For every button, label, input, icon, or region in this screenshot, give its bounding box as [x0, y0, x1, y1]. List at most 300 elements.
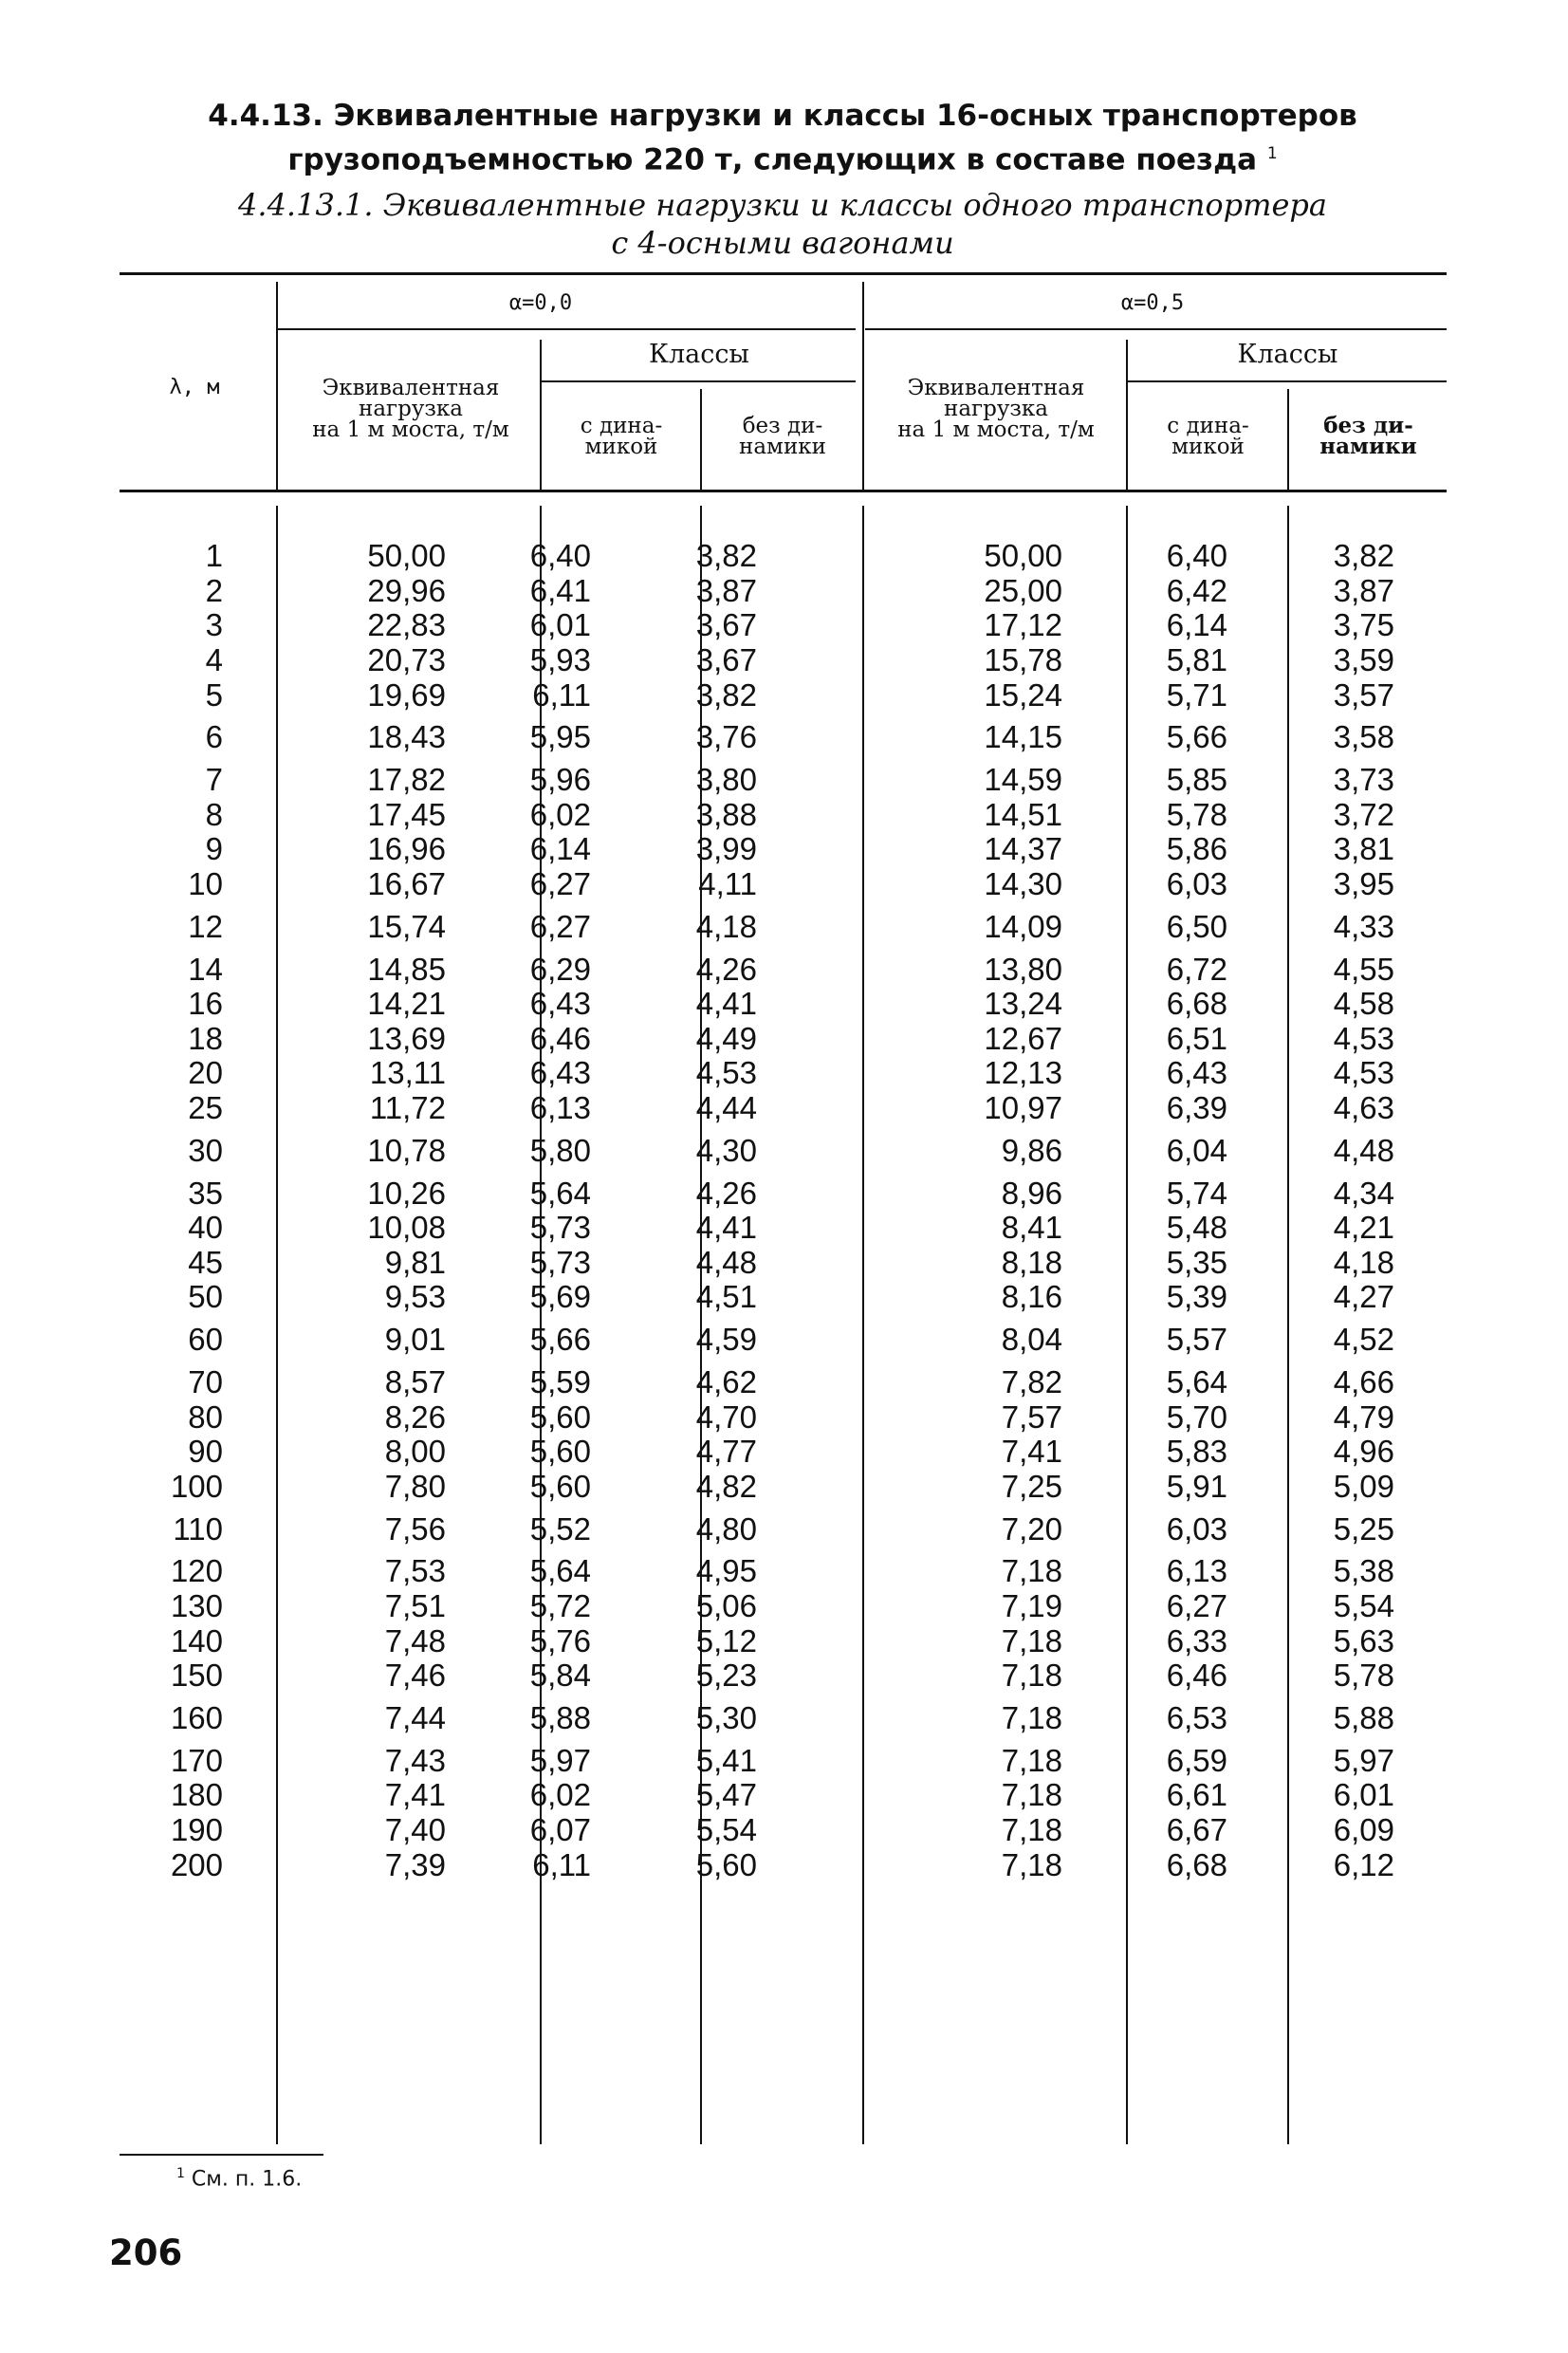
- value-cell: 5,76: [529, 1622, 591, 1658]
- span-cell: 60: [188, 1322, 223, 1358]
- value-cell: 4,49: [695, 1020, 757, 1056]
- value-cell: 4,27: [1333, 1279, 1394, 1315]
- value-cell: 6,61: [1166, 1777, 1227, 1813]
- span-cell: 6: [205, 719, 223, 755]
- header-alpha-0: α=0,0: [508, 291, 573, 315]
- value-cell: 3,87: [695, 572, 757, 608]
- table-row: [142, 1658, 1394, 1694]
- value-cell: 10,08: [367, 1210, 446, 1246]
- value-cell: 4,79: [1333, 1399, 1394, 1435]
- value-cell: 4,41: [695, 1210, 757, 1246]
- value-cell: 5,73: [529, 1210, 591, 1246]
- value-cell: 13,69: [367, 1020, 446, 1056]
- value-cell: 5,93: [529, 642, 591, 678]
- span-cell: 3: [205, 607, 223, 643]
- value-cell: 4,41: [695, 986, 757, 1022]
- table-row: [142, 1435, 1394, 1470]
- header-without-dynamics-a0: без ди- намики: [739, 414, 826, 459]
- value-cell: 7,41: [1001, 1434, 1062, 1470]
- table-row: [142, 1056, 1394, 1091]
- value-cell: 3,57: [1333, 676, 1394, 713]
- span-cell: 40: [188, 1210, 223, 1246]
- value-cell: 6,39: [1166, 1090, 1227, 1126]
- value-cell: 5,12: [695, 1622, 757, 1658]
- table-row: [142, 1280, 1394, 1315]
- table-row: [142, 798, 1394, 833]
- section-title-line1: 4.4.13. Эквивалентные нагрузки и классы 16-осных транспортеров: [208, 99, 1357, 133]
- value-cell: 5,52: [529, 1510, 591, 1547]
- value-cell: 7,43: [384, 1742, 446, 1778]
- table-row: [142, 677, 1394, 713]
- value-cell: 17,45: [367, 796, 446, 832]
- table-top-rule: [120, 272, 1447, 275]
- value-cell: 13,11: [369, 1055, 446, 1091]
- span-cell: 190: [170, 1811, 223, 1847]
- table-row: [142, 713, 1394, 763]
- value-cell: 7,25: [1001, 1468, 1062, 1504]
- table-row: [142, 1469, 1394, 1504]
- table-row: [142, 1315, 1394, 1365]
- value-cell: 4,30: [695, 1132, 757, 1168]
- value-cell: 9,86: [1001, 1132, 1062, 1168]
- value-cell: 4,62: [695, 1363, 757, 1399]
- page-number: 206: [109, 2233, 183, 2273]
- table-row: [142, 867, 1394, 902]
- value-cell: 7,53: [384, 1553, 446, 1589]
- span-cell: 170: [170, 1742, 223, 1778]
- span-cell: 140: [170, 1622, 223, 1658]
- value-cell: 3,67: [695, 607, 757, 643]
- value-cell: 6,07: [529, 1811, 591, 1847]
- value-cell: 4,55: [1333, 951, 1394, 987]
- value-cell: 14,59: [984, 762, 1062, 798]
- header-with-dynamics-a05: с дина- микой: [1167, 414, 1249, 459]
- group-rule-a0: [277, 328, 856, 330]
- table-row: [142, 952, 1394, 987]
- value-cell: 8,57: [384, 1363, 446, 1399]
- span-cell: 150: [170, 1658, 223, 1694]
- value-cell: 4,51: [695, 1279, 757, 1315]
- value-cell: 3,81: [1333, 831, 1394, 867]
- value-cell: 5,84: [529, 1658, 591, 1694]
- table-row: [142, 1778, 1394, 1813]
- value-cell: 5,91: [1166, 1468, 1227, 1504]
- value-cell: 5,54: [695, 1811, 757, 1847]
- value-cell: 3,99: [695, 831, 757, 867]
- table-row: [142, 608, 1394, 643]
- value-cell: 5,23: [695, 1658, 757, 1694]
- value-cell: 5,63: [1333, 1622, 1394, 1658]
- value-cell: 6,46: [529, 1020, 591, 1056]
- value-cell: 6,01: [1333, 1777, 1394, 1813]
- value-cell: 5,60: [529, 1399, 591, 1435]
- value-cell: 6,42: [1166, 572, 1227, 608]
- data-table: [142, 539, 1394, 1882]
- header-equiv-load-a0: Эквивалентная нагрузка на 1 м моста, т/м: [312, 376, 509, 442]
- value-cell: 3,75: [1333, 607, 1394, 643]
- value-cell: 7,40: [384, 1811, 446, 1847]
- value-cell: 5,66: [529, 1322, 591, 1358]
- span-cell: 12: [188, 908, 223, 944]
- value-cell: 3,76: [695, 719, 757, 755]
- value-cell: 7,18: [1001, 1811, 1062, 1847]
- header-divider-1: [276, 282, 278, 490]
- value-cell: 14,15: [984, 719, 1062, 755]
- span-cell: 10: [188, 866, 223, 902]
- value-cell: 3,73: [1333, 762, 1394, 798]
- span-cell: 160: [170, 1699, 223, 1735]
- value-cell: 6,46: [1166, 1658, 1227, 1694]
- value-cell: 13,24: [984, 986, 1062, 1022]
- value-cell: 15,74: [367, 908, 446, 944]
- value-cell: 3,58: [1333, 719, 1394, 755]
- value-cell: 6,68: [1166, 1846, 1227, 1882]
- span-cell: 16: [188, 986, 223, 1022]
- value-cell: 7,56: [384, 1510, 446, 1547]
- value-cell: 8,00: [384, 1434, 446, 1470]
- value-cell: 5,72: [529, 1587, 591, 1623]
- value-cell: 5,38: [1333, 1553, 1394, 1589]
- span-cell: 14: [188, 951, 223, 987]
- value-cell: 4,82: [695, 1468, 757, 1504]
- value-cell: 6,72: [1166, 951, 1227, 987]
- value-cell: 15,24: [984, 676, 1062, 713]
- span-cell: 1: [205, 538, 223, 574]
- value-cell: 6,02: [529, 796, 591, 832]
- value-cell: 4,77: [695, 1434, 757, 1470]
- value-cell: 4,26: [695, 951, 757, 987]
- span-cell: 20: [188, 1055, 223, 1091]
- value-cell: 5,97: [1333, 1742, 1394, 1778]
- value-cell: 4,18: [1333, 1244, 1394, 1280]
- header-divider-3: [700, 389, 702, 490]
- value-cell: 5,85: [1166, 762, 1227, 798]
- span-cell: 70: [188, 1363, 223, 1399]
- value-cell: 7,44: [384, 1699, 446, 1735]
- value-cell: 6,13: [1166, 1553, 1227, 1589]
- header-lambda: λ, м: [169, 376, 220, 399]
- header-alpha-05: α=0,5: [1120, 291, 1185, 315]
- value-cell: 19,69: [367, 676, 446, 713]
- value-cell: 9,81: [384, 1244, 446, 1280]
- value-cell: 4,33: [1333, 908, 1394, 944]
- value-cell: 4,44: [695, 1090, 757, 1126]
- value-cell: 4,63: [1333, 1090, 1394, 1126]
- value-cell: 6,13: [529, 1090, 591, 1126]
- value-cell: 3,67: [695, 642, 757, 678]
- value-cell: 15,78: [984, 642, 1062, 678]
- value-cell: 4,48: [1333, 1132, 1394, 1168]
- value-cell: 4,95: [695, 1553, 757, 1589]
- value-cell: 6,14: [1166, 607, 1227, 643]
- value-cell: 7,19: [1001, 1587, 1062, 1623]
- value-cell: 8,26: [384, 1399, 446, 1435]
- table-row: [142, 1743, 1394, 1778]
- group-rule-a05: [865, 328, 1447, 330]
- value-cell: 3,82: [695, 676, 757, 713]
- value-cell: 5,48: [1166, 1210, 1227, 1246]
- span-cell: 45: [188, 1244, 223, 1280]
- subsection-title-line2: с 4-осными вагонами: [611, 225, 954, 261]
- section-title: [142, 97, 1423, 178]
- value-cell: 10,97: [984, 1090, 1062, 1126]
- table-row: [142, 1813, 1394, 1848]
- value-cell: 20,73: [367, 642, 446, 678]
- value-cell: 5,60: [695, 1846, 757, 1882]
- value-cell: 9,01: [384, 1322, 446, 1358]
- value-cell: 6,04: [1166, 1132, 1227, 1168]
- span-cell: 5: [205, 676, 223, 713]
- span-cell: 110: [173, 1510, 223, 1547]
- span-cell: 50: [188, 1279, 223, 1315]
- value-cell: 6,68: [1166, 986, 1227, 1022]
- value-cell: 6,03: [1166, 866, 1227, 902]
- value-cell: 7,82: [1001, 1363, 1062, 1399]
- value-cell: 5,35: [1166, 1244, 1227, 1280]
- value-cell: 4,53: [695, 1055, 757, 1091]
- value-cell: 8,41: [1001, 1210, 1062, 1246]
- span-cell: 80: [188, 1399, 223, 1435]
- value-cell: 5,78: [1166, 796, 1227, 832]
- value-cell: 8,96: [1001, 1175, 1062, 1211]
- span-cell: 35: [188, 1175, 223, 1211]
- table-row: [142, 643, 1394, 678]
- span-cell: 180: [170, 1777, 223, 1813]
- value-cell: 6,41: [529, 572, 591, 608]
- value-cell: 4,96: [1333, 1434, 1394, 1470]
- value-cell: 7,46: [384, 1658, 446, 1694]
- value-cell: 6,01: [529, 607, 591, 643]
- value-cell: 5,39: [1166, 1279, 1227, 1315]
- value-cell: 5,96: [529, 762, 591, 798]
- value-cell: 7,39: [384, 1846, 446, 1882]
- value-cell: 6,29: [529, 951, 591, 987]
- value-cell: 10,78: [367, 1132, 446, 1168]
- value-cell: 6,43: [529, 1055, 591, 1091]
- value-cell: 5,97: [529, 1742, 591, 1778]
- table-row: [142, 1246, 1394, 1281]
- value-cell: 5,70: [1166, 1399, 1227, 1435]
- value-cell: 17,82: [367, 762, 446, 798]
- value-cell: 5,73: [529, 1244, 591, 1280]
- value-cell: 6,67: [1166, 1811, 1227, 1847]
- subsection-title-line1: 4.4.13.1. Эквивалентные нагрузки и классы одного транспортера: [238, 187, 1327, 223]
- value-cell: 6,14: [529, 831, 591, 867]
- value-cell: 6,03: [1166, 1510, 1227, 1547]
- value-cell: 5,80: [529, 1132, 591, 1168]
- span-cell: 100: [170, 1468, 223, 1504]
- value-cell: 5,88: [529, 1699, 591, 1735]
- value-cell: 7,20: [1001, 1510, 1062, 1547]
- value-cell: 5,64: [1166, 1363, 1227, 1399]
- value-cell: 7,18: [1001, 1699, 1062, 1735]
- value-cell: 18,43: [367, 719, 446, 755]
- value-cell: 5,74: [1166, 1175, 1227, 1211]
- span-cell: 8: [205, 796, 223, 832]
- value-cell: 5,66: [1166, 719, 1227, 755]
- value-cell: 22,83: [367, 607, 446, 643]
- value-cell: 6,02: [529, 1777, 591, 1813]
- value-cell: 4,53: [1333, 1020, 1394, 1056]
- value-cell: 6,33: [1166, 1622, 1227, 1658]
- value-cell: 5,69: [529, 1279, 591, 1315]
- value-cell: 4,53: [1333, 1055, 1394, 1091]
- table-row: [142, 1399, 1394, 1435]
- value-cell: 5,64: [529, 1175, 591, 1211]
- value-cell: 4,26: [695, 1175, 757, 1211]
- value-cell: 8,04: [1001, 1322, 1062, 1358]
- value-cell: 29,96: [367, 572, 446, 608]
- footnote-ref[interactable]: 1: [1266, 144, 1278, 163]
- value-cell: 5,25: [1333, 1510, 1394, 1547]
- value-cell: 7,18: [1001, 1622, 1062, 1658]
- value-cell: 6,51: [1166, 1020, 1227, 1056]
- value-cell: 6,50: [1166, 908, 1227, 944]
- value-cell: 8,18: [1001, 1244, 1062, 1280]
- table-row: [142, 1022, 1394, 1057]
- value-cell: 4,34: [1333, 1175, 1394, 1211]
- subsection-title: [142, 186, 1423, 262]
- value-cell: 3,82: [1333, 538, 1394, 574]
- value-cell: 12,13: [984, 1055, 1062, 1091]
- table-row: [142, 1176, 1394, 1211]
- value-cell: 5,64: [529, 1553, 591, 1589]
- value-cell: 10,26: [367, 1175, 446, 1211]
- value-cell: 4,66: [1333, 1363, 1394, 1399]
- value-cell: 6,27: [1166, 1587, 1227, 1623]
- value-cell: 4,52: [1333, 1322, 1394, 1358]
- value-cell: 5,71: [1166, 676, 1227, 713]
- value-cell: 6,43: [1166, 1055, 1227, 1091]
- value-cell: 5,81: [1166, 642, 1227, 678]
- value-cell: 14,37: [984, 831, 1062, 867]
- span-cell: 200: [170, 1846, 223, 1882]
- value-cell: 6,12: [1333, 1846, 1394, 1882]
- table-row: [142, 1623, 1394, 1658]
- table-row: [142, 1091, 1394, 1126]
- header-classes-a0: Классы: [649, 340, 749, 369]
- table-row: [142, 1693, 1394, 1743]
- value-cell: 3,59: [1333, 642, 1394, 678]
- value-cell: 4,58: [1333, 986, 1394, 1022]
- value-cell: 6,40: [529, 538, 591, 574]
- value-cell: 17,12: [984, 607, 1062, 643]
- value-cell: 5,95: [529, 719, 591, 755]
- value-cell: 12,67: [984, 1020, 1062, 1056]
- value-cell: 14,30: [984, 866, 1062, 902]
- value-cell: 50,00: [984, 538, 1062, 574]
- value-cell: 6,40: [1166, 538, 1227, 574]
- value-cell: 7,18: [1001, 1777, 1062, 1813]
- span-cell: 90: [188, 1434, 223, 1470]
- header-equiv-load-a05: Эквивалентная нагрузка на 1 м моста, т/м: [897, 376, 1095, 442]
- span-cell: 9: [205, 831, 223, 867]
- table-row: [142, 574, 1394, 609]
- value-cell: 5,83: [1166, 1434, 1227, 1470]
- table-row: [142, 1125, 1394, 1176]
- header-with-dynamics-a0: с дина- микой: [580, 414, 663, 459]
- value-cell: 9,53: [384, 1279, 446, 1315]
- value-cell: 4,11: [698, 866, 757, 902]
- span-cell: 4: [205, 642, 223, 678]
- value-cell: 5,47: [695, 1777, 757, 1813]
- value-cell: 7,18: [1001, 1742, 1062, 1778]
- span-cell: 7: [205, 762, 223, 798]
- value-cell: 6,11: [532, 1846, 591, 1882]
- value-cell: 4,48: [695, 1244, 757, 1280]
- value-cell: 13,80: [984, 951, 1062, 987]
- value-cell: 7,57: [1001, 1399, 1062, 1435]
- span-cell: 2: [205, 572, 223, 608]
- value-cell: 5,60: [529, 1434, 591, 1470]
- table-row: [142, 1847, 1394, 1882]
- value-cell: 5,88: [1333, 1699, 1394, 1735]
- value-cell: 11,72: [369, 1090, 446, 1126]
- classes-rule-a05: [1127, 380, 1447, 382]
- span-cell: 18: [188, 1020, 223, 1056]
- header-without-dynamics-a05: без ди- намики: [1319, 413, 1417, 459]
- table-row: [142, 832, 1394, 867]
- value-cell: 16,96: [367, 831, 446, 867]
- table-row: [142, 1211, 1394, 1246]
- value-cell: 5,78: [1333, 1658, 1394, 1694]
- header-divider-6: [1287, 389, 1289, 490]
- span-cell: 130: [170, 1587, 223, 1623]
- value-cell: 6,53: [1166, 1699, 1227, 1735]
- span-cell: 25: [188, 1090, 223, 1126]
- section-title-line2: грузоподъемностью 220 т, следующих в составе поезда: [287, 142, 1258, 177]
- table-row: [142, 1554, 1394, 1589]
- value-cell: 6,27: [529, 866, 591, 902]
- value-cell: 3,72: [1333, 796, 1394, 832]
- table-row: [142, 1589, 1394, 1624]
- value-cell: 4,70: [695, 1399, 757, 1435]
- value-cell: 4,18: [695, 908, 757, 944]
- value-cell: 5,41: [695, 1742, 757, 1778]
- value-cell: 7,18: [1001, 1658, 1062, 1694]
- value-cell: 3,80: [695, 762, 757, 798]
- value-cell: 3,88: [695, 796, 757, 832]
- value-cell: 3,82: [695, 538, 757, 574]
- header-bottom-rule: [120, 490, 1447, 492]
- value-cell: 6,09: [1333, 1811, 1394, 1847]
- value-cell: 4,80: [695, 1510, 757, 1547]
- value-cell: 5,59: [529, 1363, 591, 1399]
- table-row: [142, 987, 1394, 1022]
- value-cell: 5,30: [695, 1699, 757, 1735]
- value-cell: 4,21: [1333, 1210, 1394, 1246]
- span-cell: 120: [170, 1553, 223, 1589]
- value-cell: 25,00: [984, 572, 1062, 608]
- value-cell: 7,80: [384, 1468, 446, 1504]
- header-classes-a05: Классы: [1237, 340, 1338, 369]
- value-cell: 6,43: [529, 986, 591, 1022]
- value-cell: 8,16: [1001, 1279, 1062, 1315]
- value-cell: 7,18: [1001, 1553, 1062, 1589]
- footnote-rule: [120, 2154, 323, 2156]
- value-cell: 7,41: [384, 1777, 446, 1813]
- value-cell: 3,87: [1333, 572, 1394, 608]
- value-cell: 3,95: [1333, 866, 1394, 902]
- table-row: [142, 763, 1394, 798]
- value-cell: 7,48: [384, 1622, 446, 1658]
- value-cell: 5,60: [529, 1468, 591, 1504]
- value-cell: 5,57: [1166, 1322, 1227, 1358]
- span-cell: 30: [188, 1132, 223, 1168]
- classes-rule-a0: [541, 380, 856, 382]
- value-cell: 14,85: [367, 951, 446, 987]
- value-cell: 16,67: [367, 866, 446, 902]
